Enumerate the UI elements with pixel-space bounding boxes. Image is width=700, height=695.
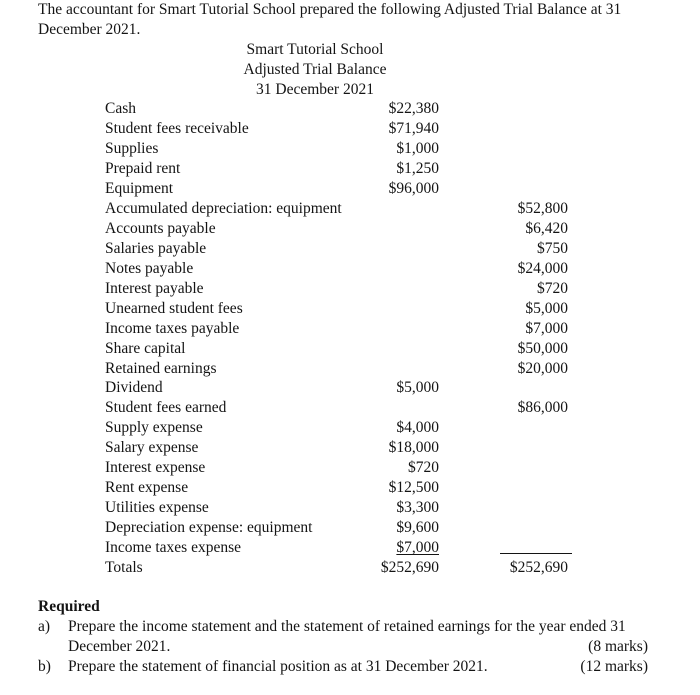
credit-amount: $5,000: [525, 300, 568, 317]
account-name: Income taxes expense: [105, 539, 241, 556]
account-name: Salary expense: [105, 439, 199, 456]
table-row: [105, 99, 575, 119]
credit-amount: $52,800: [517, 200, 568, 217]
credit-total: $252,690: [509, 559, 568, 576]
credit-amount: $50,000: [517, 340, 568, 357]
debit-amount: $1,000: [396, 140, 439, 157]
table-row: [105, 378, 575, 398]
account-name: Totals: [105, 559, 143, 576]
account-name: Student fees receivable: [105, 120, 249, 137]
account-name: Dividend: [105, 379, 163, 396]
statement-heading: [210, 40, 420, 100]
table-row: [105, 339, 575, 359]
account-name: Accumulated depreciation: equipment: [105, 200, 342, 217]
account-name: Supplies: [105, 140, 159, 157]
account-name: Share capital: [105, 340, 186, 357]
table-row: [105, 319, 575, 339]
account-name: Interest expense: [105, 459, 206, 476]
account-name: Unearned student fees: [105, 300, 243, 317]
debit-amount: $9,600: [396, 519, 439, 536]
table-row: [105, 279, 575, 299]
totals-row: [105, 558, 575, 578]
company-name: Smart Tutorial School: [246, 41, 384, 58]
debit-amount: $18,000: [388, 439, 439, 456]
required-heading: Required: [38, 598, 100, 615]
debit-amount: $3,300: [396, 499, 439, 516]
table-row: [105, 239, 575, 259]
requirement-b: [38, 657, 648, 677]
account-name: Income taxes payable: [105, 320, 240, 337]
credit-amount: $20,000: [517, 360, 568, 377]
account-name: Supply expense: [105, 419, 203, 436]
table-row: [105, 219, 575, 239]
table-row: [105, 139, 575, 159]
debit-amount: $71,940: [388, 120, 439, 137]
account-name: Accounts payable: [105, 220, 216, 237]
requirement-text: Prepare the statement of financial position as at 31 December 2021.: [68, 658, 488, 675]
account-name: Rent expense: [105, 479, 189, 496]
table-row: [105, 199, 575, 219]
credit-amount: $6,420: [525, 220, 568, 237]
table-row: [105, 299, 575, 319]
account-name: Utilities expense: [105, 499, 209, 516]
table-row: [105, 458, 575, 478]
debit-amount: $12,500: [388, 479, 439, 496]
table-row: [105, 179, 575, 199]
table-row: [105, 538, 575, 558]
requirement-label: a): [38, 618, 51, 635]
credit-amount: $86,000: [517, 399, 568, 416]
statement-title: Adjusted Trial Balance: [243, 61, 387, 78]
table-row: [105, 398, 575, 418]
debit-amount: $5,000: [396, 379, 439, 396]
table-row: [105, 119, 575, 139]
account-name: Interest payable: [105, 280, 204, 297]
table-row: [105, 359, 575, 379]
credit-amount: $24,000: [517, 260, 568, 277]
debit-amount: $4,000: [396, 419, 439, 436]
account-name: Cash: [105, 100, 136, 117]
requirement-label: b): [38, 658, 51, 675]
account-name: Retained earnings: [105, 360, 217, 377]
requirement-a: [38, 617, 648, 657]
account-name: Equipment: [105, 180, 174, 197]
credit-column-rule: [500, 553, 572, 554]
table-row: [105, 518, 575, 538]
table-row: [105, 478, 575, 498]
table-row: [105, 498, 575, 518]
table-row: [105, 418, 575, 438]
account-name: Depreciation expense: equipment: [105, 519, 313, 536]
debit-amount: $96,000: [388, 180, 439, 197]
requirement-marks: (12 marks): [580, 658, 648, 675]
table-row: [105, 438, 575, 458]
account-name: Student fees earned: [105, 399, 227, 416]
account-name: Notes payable: [105, 260, 194, 277]
statement-date: 31 December 2021: [256, 81, 374, 98]
debit-amount: $22,380: [388, 100, 439, 117]
credit-amount: $750: [537, 240, 568, 257]
table-row: [105, 259, 575, 279]
table-row: [105, 159, 575, 179]
credit-amount: $720: [537, 280, 568, 297]
account-name: Prepaid rent: [105, 160, 181, 177]
debit-amount: $7,000: [396, 539, 439, 556]
requirement-text: Prepare the income statement and the statement of retained earnings for the year ended 31 December 2021.: [68, 618, 626, 655]
debit-amount: $1,250: [396, 160, 439, 177]
debit-amount: $720: [408, 459, 439, 476]
account-name: Salaries payable: [105, 240, 207, 257]
credit-amount: $7,000: [525, 320, 568, 337]
requirement-marks: (8 marks): [588, 638, 648, 655]
intro-paragraph: The accountant for Smart Tutorial School prepared the following Adjusted Trial Balance at 31 December 2021.: [38, 1, 622, 38]
debit-total: $252,690: [380, 559, 439, 576]
